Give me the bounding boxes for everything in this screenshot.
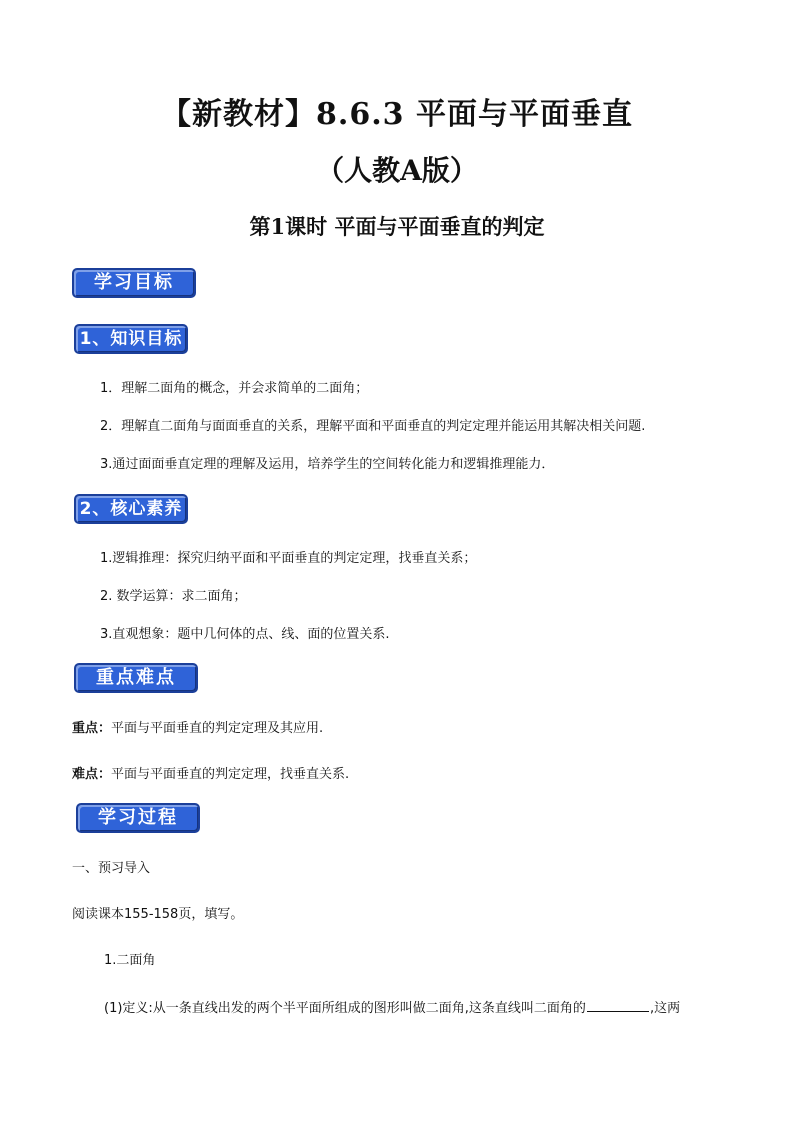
key-point-text: 平面与平面垂直的判定定理及其应用. [111, 721, 324, 736]
fill-in-blank[interactable] [587, 998, 649, 1012]
key-point [72, 720, 323, 738]
literacy-item-1: 1.逻辑推理：探究归纳平面和平面垂直的判定定理，找垂直关系； [100, 551, 477, 566]
key-difficult-badge: 重点难点 [74, 663, 198, 693]
learning-process-badge: 学习过程 [76, 803, 200, 833]
difficult-point-text: 平面与平面垂直的判定定理，找垂直关系. [111, 767, 350, 782]
dihedral-angle-item: 1.二面角 [104, 953, 156, 968]
definition-line [104, 998, 680, 1018]
literacy-item-2: 2. 数学运算：求二面角； [100, 589, 247, 604]
knowledge-goals-badge: 1、知识目标 [74, 324, 188, 354]
definition-tail: ,这两 [649, 1001, 681, 1016]
learning-goals-badge: 学习目标 [72, 268, 196, 298]
document-title: 【新教材】8.6.3 平面与平面垂直 [161, 97, 633, 132]
knowledge-item-2: 2．理解直二面角与面面垂直的关系，理解平面和平面垂直的判定定理并能运用其解决相关问题. [100, 419, 646, 434]
preview-heading: 一、预习导入 [72, 861, 151, 876]
knowledge-item-1: 1．理解二面角的概念，并会求简单的二面角； [100, 381, 369, 396]
literacy-item-3: 3.直观想象：题中几何体的点、线、面的位置关系. [100, 627, 390, 642]
core-literacy-badge: 2、核心素养 [74, 494, 188, 524]
difficult-point-label: 难点： [72, 767, 112, 782]
definition-text: (1)定义:从一条直线出发的两个半平面所组成的图形叫做二面角,这条直线叫二面角的 [104, 1001, 586, 1016]
difficult-point [72, 766, 349, 784]
edition-subtitle: （人教A版） [316, 154, 478, 187]
knowledge-item-3: 3.通过面面垂直定理的理解及运用，培养学生的空间转化能力和逻辑推理能力． [100, 457, 555, 472]
lesson-title: 第1课时 平面与平面垂直的判定 [249, 214, 545, 239]
key-point-label: 重点： [72, 721, 112, 736]
reading-task: 阅读课本155-158页，填写。 [72, 907, 244, 922]
